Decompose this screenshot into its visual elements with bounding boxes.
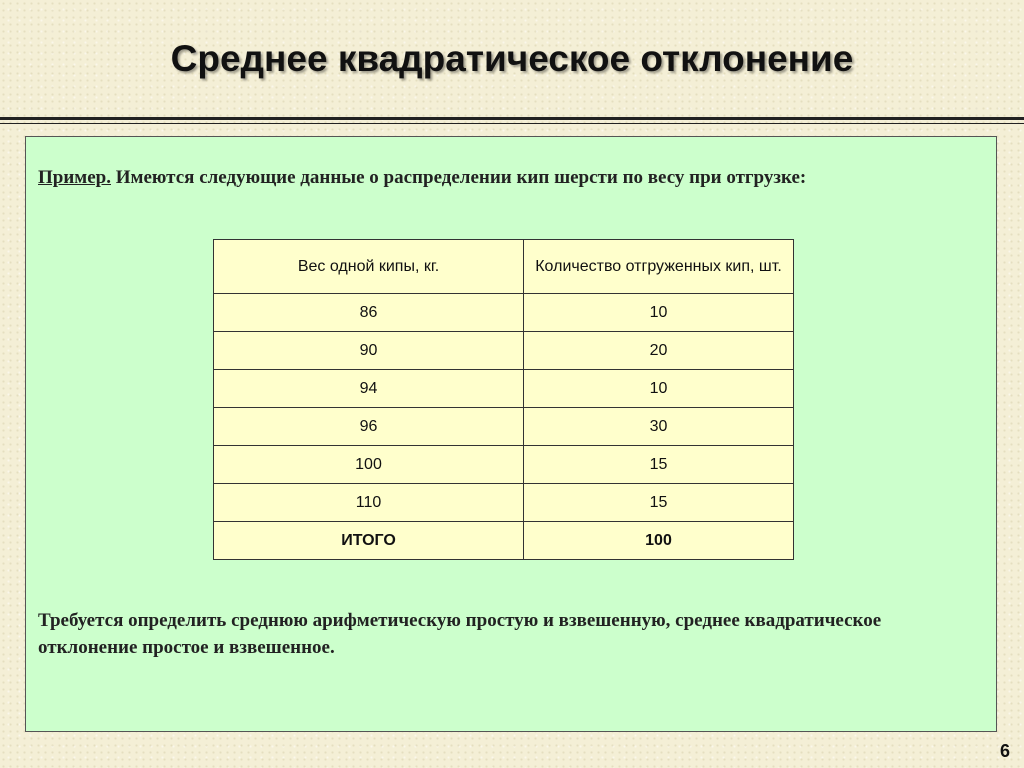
count-cell: 15 [524,484,794,522]
weight-cell: 110 [214,484,524,522]
table-row [214,370,794,408]
count-cell: 15 [524,446,794,484]
content-panel [25,136,997,732]
count-cell: 10 [524,294,794,332]
count-cell: 10 [524,370,794,408]
table-header-row [214,240,794,294]
slide-title: Среднее квадратическое отклонение [170,38,854,79]
title-divider-thin [0,123,1024,124]
total-label-cell: ИТОГО [214,522,524,560]
count-cell: 30 [524,408,794,446]
table-row [214,446,794,484]
table-row [214,484,794,522]
table-row [214,408,794,446]
weight-cell: 94 [214,370,524,408]
intro-text: Имеются следующие данные о распределении кип шерсти по весу при отгрузке: [111,167,807,188]
header-count: Количество отгруженных кип, шт. [524,240,794,294]
total-value-cell: 100 [524,522,794,560]
count-cell: 20 [524,332,794,370]
weight-cell: 100 [214,446,524,484]
example-label: Пример. [38,167,111,188]
weight-cell: 96 [214,408,524,446]
header-weight: Вес одной кипы, кг. [214,240,524,294]
task-paragraph: Требуется определить среднюю арифметическую простую и взвешенную, среднее квадратическое отклонение простое и взвешенное. [38,610,882,658]
table-total-row [214,522,794,560]
weight-distribution-table [213,239,794,560]
title-divider-thick [0,117,1024,120]
page-number: 6 [999,741,1010,761]
weight-cell: 86 [214,294,524,332]
weight-cell: 90 [214,332,524,370]
table-row [214,332,794,370]
table-row [214,294,794,332]
intro-paragraph [38,167,978,189]
